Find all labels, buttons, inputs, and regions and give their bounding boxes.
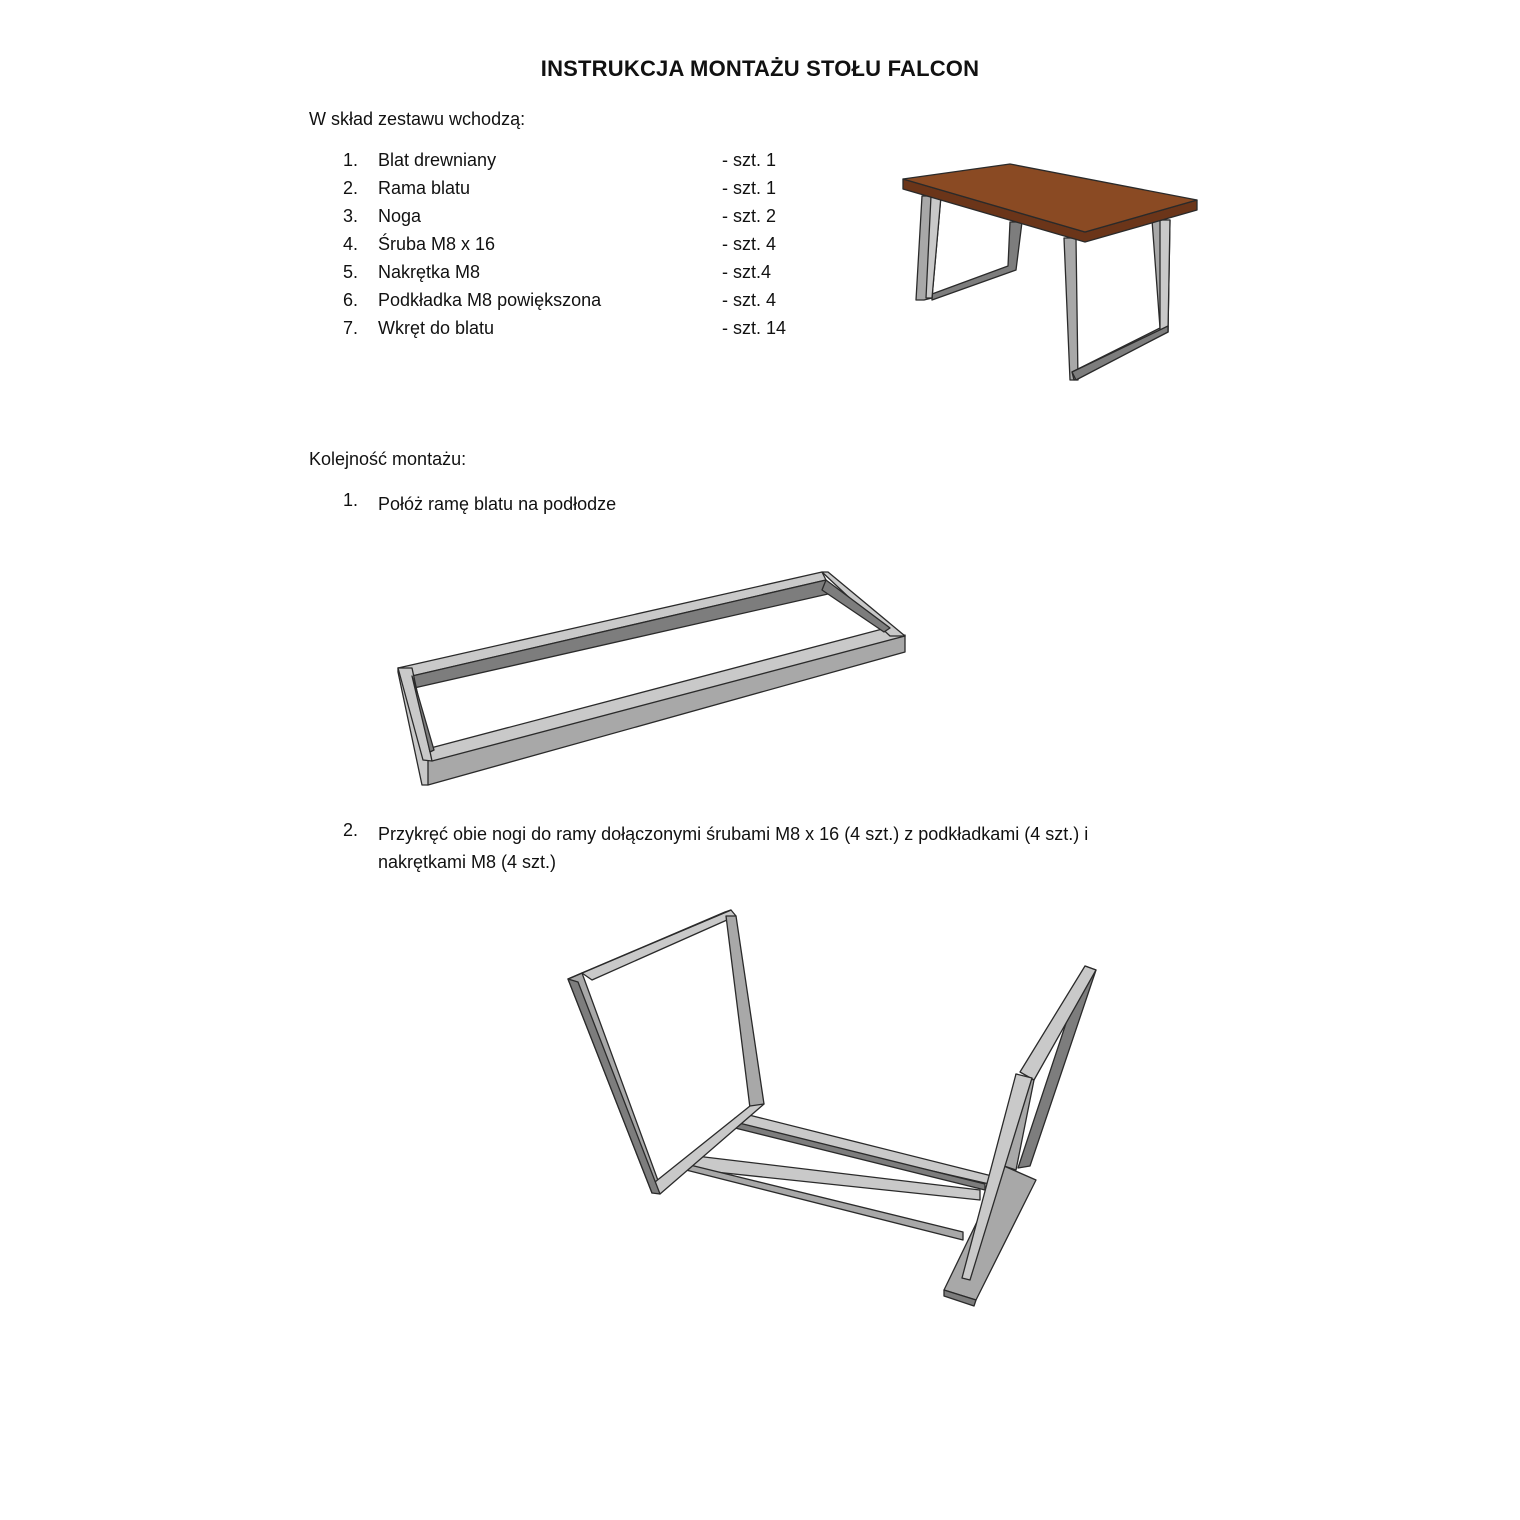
list-item bbox=[309, 290, 829, 318]
list-item-name: Blat drewniany bbox=[378, 150, 497, 170]
list-item-number: 3. bbox=[343, 206, 359, 226]
list-item bbox=[343, 490, 1183, 518]
table-legs bbox=[916, 196, 1170, 380]
list-item-quantity: - szt. 4 bbox=[722, 290, 777, 310]
list-item-number: 2. bbox=[343, 178, 359, 198]
step-number: 2. bbox=[343, 820, 359, 840]
list-item-number: 5. bbox=[343, 262, 359, 282]
list-item-name: Wkręt do blatu bbox=[378, 318, 495, 338]
document-title: INSTRUKCJA MONTAŻU STOŁU FALCON bbox=[540, 56, 980, 81]
list-item bbox=[309, 262, 829, 290]
list-item-quantity: - szt. 2 bbox=[722, 206, 777, 226]
assembly-illustration bbox=[568, 910, 1096, 1306]
list-item-name: Śruba M8 x 16 bbox=[378, 234, 496, 254]
list-item bbox=[309, 234, 829, 262]
list-item bbox=[343, 820, 1183, 876]
list-item bbox=[309, 318, 829, 346]
list-item-number: 4. bbox=[343, 234, 359, 254]
list-item-name: Noga bbox=[378, 206, 422, 226]
list-item-name: Podkładka M8 powiększona bbox=[378, 290, 602, 310]
list-item-number: 1. bbox=[343, 150, 359, 170]
list-item-quantity: - szt. 1 bbox=[722, 150, 777, 170]
table-top bbox=[903, 164, 1197, 242]
step-number: 1. bbox=[343, 490, 359, 510]
step-text: Połóż ramę blatu na podłodze bbox=[378, 494, 617, 514]
step-text: Przykręć obie nogi do ramy dołączonymi śrubami M8 x 16 (4 szt.) z podkładkami (4 szt.) i nakrętkami M8 (4 szt.) bbox=[378, 824, 1089, 872]
frame-illustration bbox=[398, 572, 905, 785]
list-item-quantity: - szt.4 bbox=[722, 262, 772, 282]
list-item bbox=[309, 206, 829, 234]
list-item-quantity: - szt. 1 bbox=[722, 178, 777, 198]
list-item-number: 7. bbox=[343, 318, 359, 338]
list-item-name: Rama blatu bbox=[378, 178, 471, 198]
assembly-sequence-title: Kolejność montażu: bbox=[309, 449, 467, 469]
parts-list bbox=[309, 150, 829, 346]
list-item-number: 6. bbox=[343, 290, 359, 310]
parts-intro: W skład zestawu wchodzą: bbox=[309, 109, 526, 129]
list-item bbox=[309, 150, 829, 178]
list-item bbox=[309, 178, 829, 206]
list-item-quantity: - szt. 14 bbox=[722, 318, 787, 338]
list-item-name: Nakrętka M8 bbox=[378, 262, 481, 282]
list-item-quantity: - szt. 4 bbox=[722, 234, 777, 254]
